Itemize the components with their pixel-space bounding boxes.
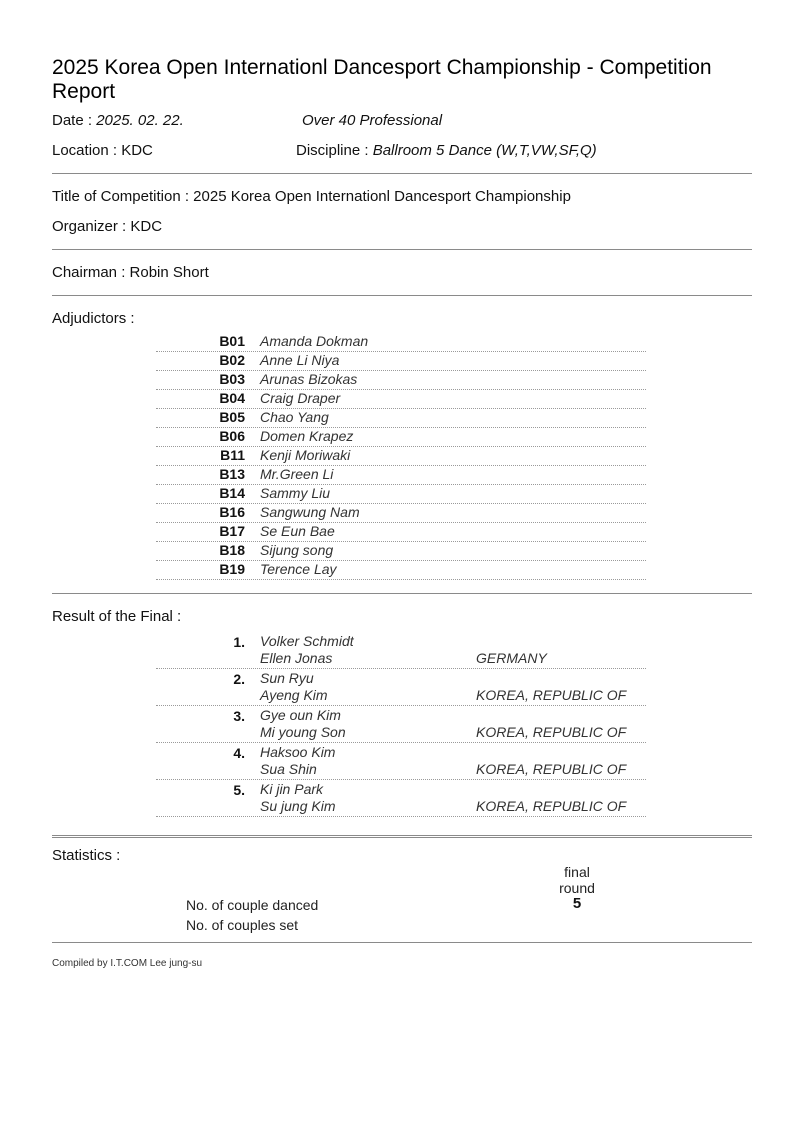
final-heading: Result of the Final : xyxy=(52,608,182,625)
result-rank: 1. xyxy=(233,634,245,650)
stat-couples-danced-value: 5 xyxy=(572,895,582,912)
adjudicator-name: Mr.Green Li xyxy=(260,466,334,482)
adjudicator-code: B13 xyxy=(219,466,245,482)
adjudicator-row xyxy=(156,504,646,523)
stat-couples-danced-label: No. of couple danced xyxy=(186,897,319,913)
result-partner: Ellen Jonas xyxy=(260,650,333,666)
adjudicator-row xyxy=(156,447,646,466)
result-partner: Su jung Kim xyxy=(260,798,336,814)
result-leader: Volker Schmidt xyxy=(260,633,354,649)
adjudicator-name: Terence Lay xyxy=(260,561,337,577)
stat-column-header-round: round xyxy=(559,880,595,896)
result-row xyxy=(156,632,646,669)
divider xyxy=(52,249,752,250)
footer-credit: Compiled by I.T.COM Lee jung-su xyxy=(52,958,203,969)
adjudicator-code: B04 xyxy=(219,390,245,406)
result-leader: Ki jin Park xyxy=(260,781,324,797)
organizer-label: Organizer : KDC xyxy=(52,218,163,235)
adjudicator-row xyxy=(156,523,646,542)
date-label: Date : xyxy=(52,112,97,129)
result-partner: Ayeng Kim xyxy=(260,687,328,703)
final-results-table xyxy=(156,632,646,817)
adjudicators-table xyxy=(156,333,646,580)
adjudicator-row xyxy=(156,428,646,447)
adjudicator-name: Arunas Bizokas xyxy=(260,371,358,387)
result-row xyxy=(156,669,646,706)
adjudicator-code: B14 xyxy=(219,485,245,501)
adjudicator-name: Sijung song xyxy=(260,542,334,558)
adjudicator-code: B06 xyxy=(219,428,245,444)
divider xyxy=(52,593,752,594)
chairman-label: Chairman : Robin Short xyxy=(52,264,209,281)
stat-column-header-final: final xyxy=(564,864,590,880)
divider-double xyxy=(52,835,752,838)
adjudicator-code: B02 xyxy=(219,352,245,368)
result-rank: 3. xyxy=(233,708,245,724)
result-leader: Haksoo Kim xyxy=(260,744,336,760)
adjudicator-name: Chao Yang xyxy=(260,409,329,425)
adjudicator-name: Craig Draper xyxy=(260,390,341,406)
adjudicator-code: B16 xyxy=(219,504,245,520)
result-rank: 5. xyxy=(233,782,245,798)
result-row xyxy=(156,743,646,780)
stat-couples-set-label: No. of couples set xyxy=(186,917,299,933)
result-partner: Mi young Son xyxy=(260,724,346,740)
adjudicator-name: Se Eun Bae xyxy=(260,523,335,539)
page-title: 2025 Korea Open Internationl Dancesport Championship - Competition Report xyxy=(52,56,712,103)
adjudicator-name: Sangwung Nam xyxy=(260,504,360,520)
result-country: KOREA, REPUBLIC OF xyxy=(476,798,627,814)
adjudicator-name: Domen Krapez xyxy=(260,428,354,444)
adjudicators-heading: Adjudictors : xyxy=(52,310,135,327)
discipline-value: Ballroom 5 Dance (W,T,VW,SF,Q) xyxy=(372,142,597,159)
adjudicator-row xyxy=(156,333,646,352)
result-partner: Sua Shin xyxy=(260,761,317,777)
category-label: Over 40 Professional xyxy=(302,112,443,129)
adjudicator-row xyxy=(156,561,646,580)
result-country: GERMANY xyxy=(476,650,547,666)
adjudicator-code: B03 xyxy=(219,371,245,387)
adjudicator-code: B18 xyxy=(219,542,245,558)
result-rank: 2. xyxy=(233,671,245,687)
result-leader: Sun Ryu xyxy=(260,670,314,686)
competition-title: Title of Competition : 2025 Korea Open Internationl Dancesport Championship xyxy=(52,188,571,205)
adjudicator-name: Kenji Moriwaki xyxy=(260,447,351,463)
adjudicator-row xyxy=(156,485,646,504)
adjudicator-name: Amanda Dokman xyxy=(260,333,369,349)
adjudicator-code: B01 xyxy=(219,333,245,349)
result-leader: Gye oun Kim xyxy=(260,707,341,723)
result-country: KOREA, REPUBLIC OF xyxy=(476,761,627,777)
adjudicator-code: B17 xyxy=(219,523,245,539)
location-label: Location : KDC xyxy=(52,142,153,159)
adjudicator-code: B11 xyxy=(220,447,245,463)
adjudicator-name: Anne Li Niya xyxy=(260,352,340,368)
adjudicator-row xyxy=(156,409,646,428)
adjudicator-row xyxy=(156,371,646,390)
result-row xyxy=(156,780,646,817)
date-value: 2025. 02. 22. xyxy=(96,112,184,129)
adjudicator-row xyxy=(156,390,646,409)
result-rank: 4. xyxy=(233,745,245,761)
adjudicator-code: B19 xyxy=(219,561,245,577)
statistics-heading: Statistics : xyxy=(52,847,121,864)
result-country: KOREA, REPUBLIC OF xyxy=(476,724,627,740)
divider xyxy=(52,173,752,174)
divider xyxy=(52,295,752,296)
result-row xyxy=(156,706,646,743)
adjudicator-row xyxy=(156,352,646,371)
discipline-label: Discipline : xyxy=(296,142,373,159)
adjudicator-row xyxy=(156,542,646,561)
adjudicator-name: Sammy Liu xyxy=(260,485,331,501)
result-country: KOREA, REPUBLIC OF xyxy=(476,687,627,703)
discipline-line xyxy=(296,142,597,160)
date-line xyxy=(52,112,184,130)
divider xyxy=(52,942,752,943)
adjudicator-row xyxy=(156,466,646,485)
adjudicator-code: B05 xyxy=(219,409,245,425)
